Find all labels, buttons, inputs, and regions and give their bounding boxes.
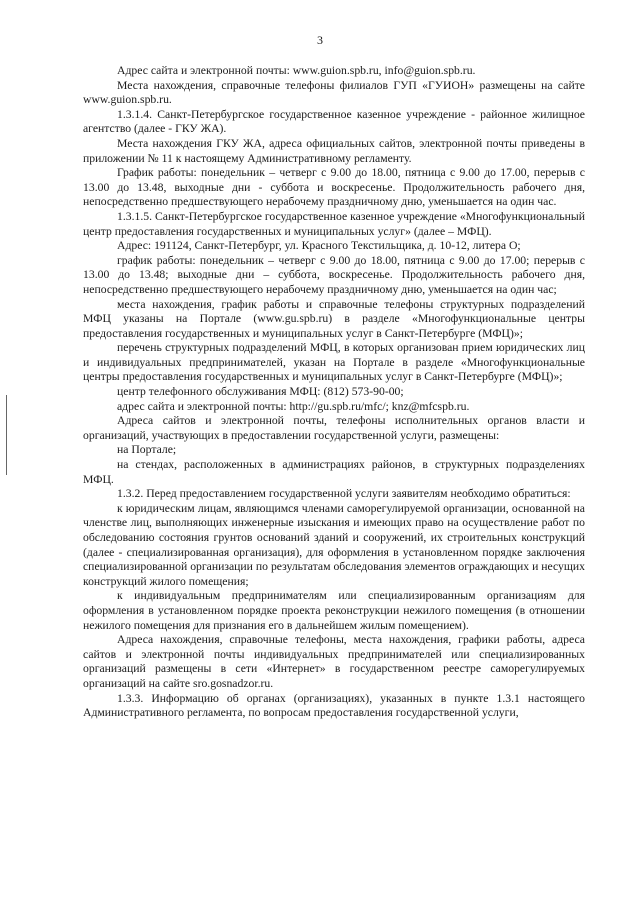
document-body (83, 64, 585, 721)
paragraph: перечень структурных подразделений МФЦ, в которых организован прием юридических лиц и индивидуальных предпринимателей, указан на Портале в разделе «Многофункциональные центры предоставления государственных и муниципальных услуг в Санкт-Петербурге (МФЦ)»; (83, 341, 585, 384)
paragraph: график работы: понедельник – четверг с 9.00 до 18.00, пятница с 9.00 до 17.00; перерыв с 13.00 до 13.48; выходные дни – суббота, воскресенье. Продолжительность рабочего дня, непосредственно предшествующего нерабочему праздничному дню, уменьшается на один час; (83, 253, 585, 296)
paragraph: к юридическим лицам, являющимся членами саморегулируемой организации, основанной на членстве лиц, выполняющих инженерные изыскания и имеющих право на осуществление работ по обследованию состояния грунтов оснований зданий и сооружений, их строительных конструкций (далее - специализированная организация), для оформления в установленном порядке заключения специализированной организации по результатам обследования элементов ограждающих и несущих конструкций жилого помещения; (83, 501, 585, 588)
paragraph: Адрес: 191124, Санкт-Петербург, ул. Красного Текстильщика, д. 10-12, литера О; (117, 239, 521, 253)
scan-margin-mark (6, 395, 7, 475)
paragraph: Места нахождения, справочные телефоны филиалов ГУП «ГУИОН» размещены на сайте www.guion.spb.ru. (83, 78, 585, 107)
paragraph: 1.3.1.5. Санкт-Петербургское государственное казенное учреждение «Многофункциональный центр предоставления государственных и муниципальных услуг» (далее – МФЦ). (83, 209, 585, 238)
paragraph: 1.3.3. Информацию об органах (организациях), указанных в пункте 1.3.1 настоящего Административного регламента, по вопросам предоставления государственной услуги, (83, 691, 585, 720)
paragraph: адрес сайта и электронной почты: http://gu.spb.ru/mfc/; knz@mfcspb.ru. (117, 399, 470, 413)
paragraph: Места нахождения ГКУ ЖА, адреса официальных сайтов, электронной почты приведены в приложении № 11 к настоящему Административному регламенту. (83, 136, 585, 165)
paragraph: на Портале; (117, 443, 177, 457)
paragraph: места нахождения, график работы и справочные телефоны структурных подразделений МФЦ указаны на Портале (www.gu.spb.ru) в разделе «Многофункциональные центры предоставления государственных и муниципальных услуг в Санкт-Петербурге (МФЦ)»; (83, 297, 585, 340)
paragraph: 1.3.1.4. Санкт-Петербургское государственное казенное учреждение - районное жилищное агентство (далее - ГКУ ЖА). (83, 107, 585, 136)
paragraph: Адрес сайта и электронной почты: www.guion.spb.ru, info@guion.spb.ru. (117, 64, 476, 77)
paragraph: Адреса нахождения, справочные телефоны, места нахождения, графики работы, адреса сайтов и электронной почты индивидуальных предпринимателей или специализированных организаций размещены в сети «Интернет» в государственном реестре саморегулируемых организаций на сайте sro.gosnadzor.ru. (83, 633, 585, 690)
paragraph: График работы: понедельник – четверг с 9.00 до 18.00, пятница с 9.00 до 17.00, перерыв с 13.00 до 13.48, выходные дни - суббота и воскресенье. Продолжительность рабочего дня, непосредственно предшествующего нерабочему праздничному дню, уменьшается на один час. (83, 166, 585, 209)
paragraph: 1.3.2. Перед предоставлением государственной услуги заявителям необходимо обратиться: (117, 487, 571, 501)
page-number: 3 (317, 33, 323, 47)
paragraph: к индивидуальным предпринимателям или специализированным организациям для оформления в установленном порядке проекта реконструкции нежилого помещения (в отношении нежилого помещения для признания его в дальнейшем жилым помещением). (83, 589, 585, 632)
paragraph: центр телефонного обслуживания МФЦ: (812) 573-90-00; (117, 385, 404, 399)
paragraph: Адреса сайтов и электронной почты, телефоны исполнительных органов власти и организаций, участвующих в предоставлении государственной услуги, размещены: (83, 414, 585, 442)
paragraph: на стендах, расположенных в администрациях районов, в структурных подразделениях МФЦ. (83, 458, 585, 486)
